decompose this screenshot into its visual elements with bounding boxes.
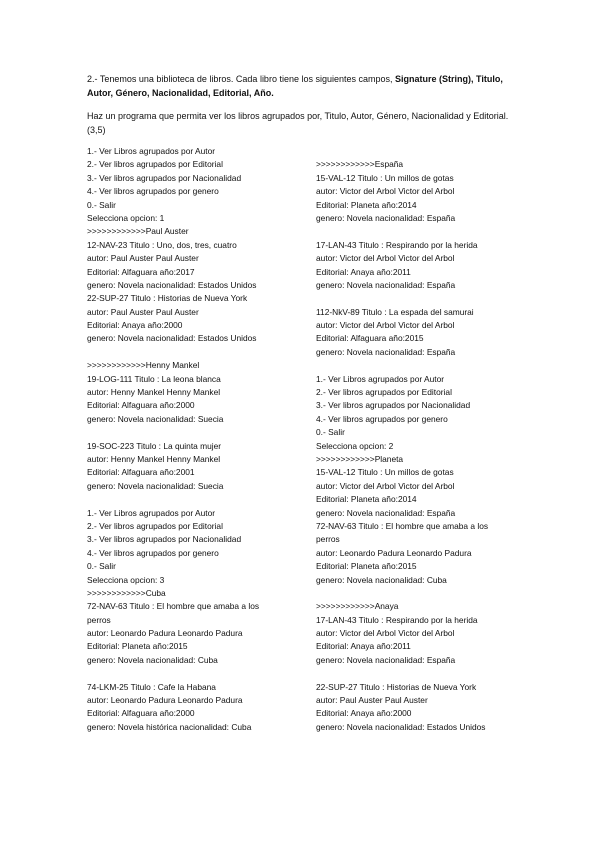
output-line: 0.- Salir xyxy=(87,199,116,210)
output-line: 2.- Ver libros agrupados por Editorial xyxy=(316,387,452,398)
output-line: 15-VAL-12 Titulo : Un millos de gotas xyxy=(316,467,454,478)
exercise-paragraph-2: Haz un programa que permita ver los libros agrupados por, Titulo, Autor, Género, Nacionalidad y Editorial. (3,5) xyxy=(87,111,509,135)
exercise-paragraph-1 xyxy=(87,73,527,100)
blank-line xyxy=(87,426,297,439)
output-line: 3.- Ver libros agrupados por Nacionalidad xyxy=(316,400,471,411)
output-line: >>>>>>>>>>>>Planeta xyxy=(316,453,404,464)
output-line: Editorial: Anaya año:2000 xyxy=(87,320,183,331)
output-line: genero: Novela nacionalidad: España xyxy=(316,279,456,290)
output-line: Editorial: Anaya año:2011 xyxy=(316,641,411,652)
output-line: Selecciona opcion: 2 xyxy=(316,440,394,451)
output-line: 4.- Ver libros agrupados por genero xyxy=(316,413,448,424)
output-line: >>>>>>>>>>>>Paul Auster xyxy=(87,226,189,237)
blank-line xyxy=(316,667,526,680)
output-line: Editorial: Planeta año:2015 xyxy=(87,641,188,652)
output-line: autor: Paul Auster Paul Auster xyxy=(87,306,199,317)
output-line: >>>>>>>>>>>>España xyxy=(316,159,404,170)
output-line: genero: Novela nacionalidad: España xyxy=(316,654,456,665)
output-line: 1.- Ver Libros agrupados por Autor xyxy=(87,146,216,156)
output-line: Editorial: Alfaguara año:2000 xyxy=(87,708,195,719)
output-line: Editorial: Alfaguara año:2017 xyxy=(87,266,195,277)
output-line: genero: Novela nacionalidad: España xyxy=(316,346,456,357)
output-line: Selecciona opcion: 1 xyxy=(87,212,165,223)
output-line: 17-LAN-43 Titulo : Respirando por la herida xyxy=(316,614,478,625)
console-output-right-column xyxy=(316,145,526,734)
output-line: 19-SOC-223 Titulo : La quinta mujer xyxy=(87,440,222,451)
output-line: 0.- Salir xyxy=(87,561,116,572)
output-line: autor: Victor del Arbol Victor del Arbol xyxy=(316,480,455,491)
output-line: 19-LOG-111 Titulo : La leona blanca xyxy=(87,373,221,384)
output-line: genero: Novela nacionalidad: España xyxy=(316,507,456,518)
output-line: 74-LKM-25 Titulo : Cafe la Habana xyxy=(87,681,216,692)
output-line: genero: Novela nacionalidad: España xyxy=(316,212,456,223)
output-line: 22-SUP-27 Titulo : Historias de Nueva York xyxy=(316,681,477,692)
output-line: Editorial: Anaya año:2000 xyxy=(316,708,412,719)
output-line: genero: Novela nacionalidad: Cuba xyxy=(87,654,218,665)
output-line: 1.- Ver Libros agrupados por Autor xyxy=(87,507,216,518)
output-line: autor: Henny Mankel Henny Mankel xyxy=(87,387,221,398)
output-line: autor: Leonardo Padura Leonardo Padura xyxy=(87,695,243,706)
output-line: >>>>>>>>>>>>Anaya xyxy=(316,601,399,612)
exercise-statement xyxy=(87,73,527,147)
output-line: 72-NAV-63 Titulo : El hombre que amaba a los xyxy=(87,601,260,612)
output-line: Editorial: Planeta año:2015 xyxy=(316,561,417,572)
blank-line xyxy=(87,346,297,359)
output-line: autor: Paul Auster Paul Auster xyxy=(87,253,199,264)
output-line: 72-NAV-63 Titulo : El hombre que amaba a los xyxy=(316,520,489,531)
output-line: Editorial: Anaya año:2011 xyxy=(316,266,411,277)
output-line: genero: Novela histórica nacionalidad: Cuba xyxy=(87,721,252,732)
output-line: 3.- Ver libros agrupados por Nacionalidad xyxy=(87,172,242,183)
output-line: 12-NAV-23 Titulo : Uno, dos, tres, cuatro xyxy=(87,239,237,250)
output-line: 1.- Ver Libros agrupados por Autor xyxy=(316,373,445,384)
blank-line xyxy=(87,493,297,506)
output-line: Editorial: Planeta año:2014 xyxy=(316,494,417,505)
output-line: 0.- Salir xyxy=(316,427,345,438)
output-line: 15-VAL-12 Titulo : Un millos de gotas xyxy=(316,172,454,183)
output-line: Editorial: Alfaguara año:2000 xyxy=(87,400,195,411)
output-line: autor: Leonardo Padura Leonardo Padura xyxy=(87,628,243,639)
output-line: perros xyxy=(316,534,340,545)
exercise-fields: Signature (String), Titulo, Autor, Género, Nacionalidad, Editorial, Año. xyxy=(87,74,503,98)
output-line: 22-SUP-27 Titulo : Historias de Nueva York xyxy=(87,293,248,304)
output-line: perros xyxy=(87,614,111,625)
output-line: autor: Victor del Arbol Victor del Arbol xyxy=(316,628,455,639)
output-line: autor: Paul Auster Paul Auster xyxy=(316,695,428,706)
output-line: genero: Novela nacionalidad: Estados Unidos xyxy=(87,333,257,344)
output-line: genero: Novela nacionalidad: Suecia xyxy=(87,480,224,491)
output-line: >>>>>>>>>>>>Cuba xyxy=(87,587,166,598)
output-line: 2.- Ver libros agrupados por Editorial xyxy=(87,520,223,531)
output-line: Editorial: Planeta año:2014 xyxy=(316,199,417,210)
output-line: 112-NkV-89 Titulo : La espada del samurai xyxy=(316,306,474,317)
output-line: genero: Novela nacionalidad: Cuba xyxy=(316,574,447,585)
output-line: 2.- Ver libros agrupados por Editorial xyxy=(87,159,223,170)
output-line: genero: Novela nacionalidad: Estados Unidos xyxy=(316,721,486,732)
output-line: 3.- Ver libros agrupados por Nacionalidad xyxy=(87,534,242,545)
output-line: Editorial: Alfaguara año:2015 xyxy=(316,333,424,344)
blank-line xyxy=(316,292,526,305)
blank-line xyxy=(316,145,526,158)
output-line: autor: Victor del Arbol Victor del Arbol xyxy=(316,320,455,331)
output-line: 4.- Ver libros agrupados por genero xyxy=(87,186,219,197)
output-line: genero: Novela nacionalidad: Estados Unidos xyxy=(87,279,257,290)
output-line: autor: Victor del Arbol Victor del Arbol xyxy=(316,253,455,264)
output-line: Editorial: Alfaguara año:2001 xyxy=(87,467,195,478)
blank-line xyxy=(87,667,297,680)
output-line: 17-LAN-43 Titulo : Respirando por la herida xyxy=(316,239,478,250)
blank-line xyxy=(316,587,526,600)
console-output-left-column xyxy=(87,145,297,734)
output-line: autor: Victor del Arbol Victor del Arbol xyxy=(316,186,455,197)
output-line: autor: Leonardo Padura Leonardo Padura xyxy=(316,547,472,558)
output-line: 4.- Ver libros agrupados por genero xyxy=(87,547,219,558)
output-line: >>>>>>>>>>>>Henny Mankel xyxy=(87,360,200,371)
exercise-text: 2.- Tenemos una biblioteca de libros. Cada libro tiene los siguientes campos, xyxy=(87,74,396,84)
blank-line xyxy=(316,225,526,238)
output-line: autor: Henny Mankel Henny Mankel xyxy=(87,453,221,464)
blank-line xyxy=(316,359,526,372)
output-line: genero: Novela nacionalidad: Suecia xyxy=(87,413,224,424)
output-line: Selecciona opcion: 3 xyxy=(87,574,165,585)
